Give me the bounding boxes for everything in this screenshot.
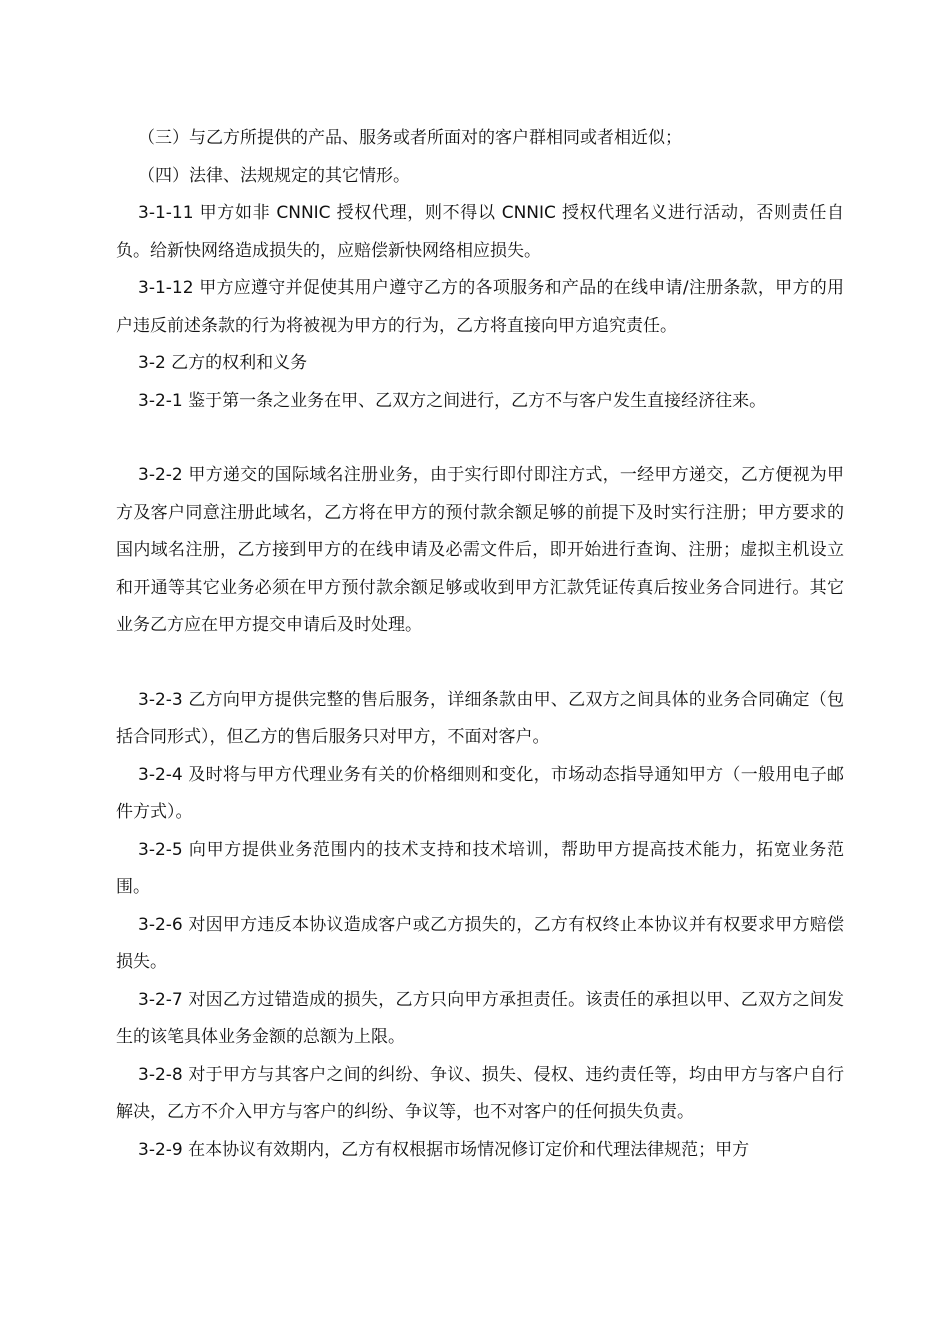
paragraph-clause-4: （四）法律、法规规定的其它情形。 (138, 165, 410, 186)
paragraph-3-2-6: 3-2-6 对因甲方违反本协议造成客户或乙方损失的，乙方有权终止本协议并有权要求甲方赔偿损失。 (116, 914, 844, 972)
paragraph-3-1-12: 3-1-12 甲方应遵守并促使其用户遵守乙方的各项服务和产品的在线申请/注册条款，甲方的用户违反前述条款的行为将被视为甲方的行为，乙方将直接向甲方追究责任。 (116, 278, 844, 336)
paragraph-3-2-2: 3-2-2 甲方递交的国际域名注册业务，由于实行即付即注方式，一经甲方递交，乙方便视为甲方及客户同意注册此域名，乙方将在甲方的预付款余额足够的前提下及时实行注册；甲方要求的国内域名注册，乙方接到甲方的在线申请及必需文件后，即开始进行查询、注册；虚拟主机设立和开通等其它业务必须在甲方预付款余额足够或收到甲方汇款凭证传真后按业务合同进行。其它业务乙方应在甲方提交申请后及时处理。 (116, 465, 844, 635)
section-heading-3-2: 3-2 乙方的权利和义务 (138, 353, 308, 373)
paragraph-3-2-7: 3-2-7 对因乙方过错造成的损失，乙方只向甲方承担责任。该责任的承担以甲、乙双方之间发生的该笔具体业务金额的总额为上限。 (116, 989, 844, 1047)
paragraph-3-2-1: 3-2-1 鉴于第一条之业务在甲、乙双方之间进行，乙方不与客户发生直接经济往来。 (138, 390, 767, 411)
paragraph-3-2-3: 3-2-3 乙方向甲方提供完整的售后服务，详细条款由甲、乙双方之间具体的业务合同确定（包括合同形式），但乙方的售后服务只对甲方，不面对客户。 (116, 689, 844, 747)
paragraph-3-2-4: 3-2-4 及时将与甲方代理业务有关的价格细则和变化，市场动态指导通知甲方（一般用电子邮件方式）。 (116, 764, 844, 822)
paragraph-3-1-11: 3-1-11 甲方如非 CNNIC 授权代理，则不得以 CNNIC 授权代理名义进行活动，否则责任自负。给新快网络造成损失的，应赔偿新快网络相应损失。 (116, 203, 844, 261)
paragraph-clause-3: （三）与乙方所提供的产品、服务或者所面对的客户群相同或者相近似； (138, 128, 682, 148)
document-body (116, 120, 844, 1169)
paragraph-3-2-5: 3-2-5 向甲方提供业务范围内的技术支持和技术培训，帮助甲方提高技术能力，拓宽业务范围。 (116, 839, 844, 897)
paragraph-3-2-9: 3-2-9 在本协议有效期内，乙方有权根据市场情况修订定价和代理法律规范；甲方 (138, 1139, 750, 1160)
paragraph-3-2-8: 3-2-8 对于甲方与其客户之间的纠纷、争议、损失、侵权、违约责任等，均由甲方与客户自行解决，乙方不介入甲方与客户的纠纷、争议等，也不对客户的任何损失负责。 (116, 1064, 844, 1122)
